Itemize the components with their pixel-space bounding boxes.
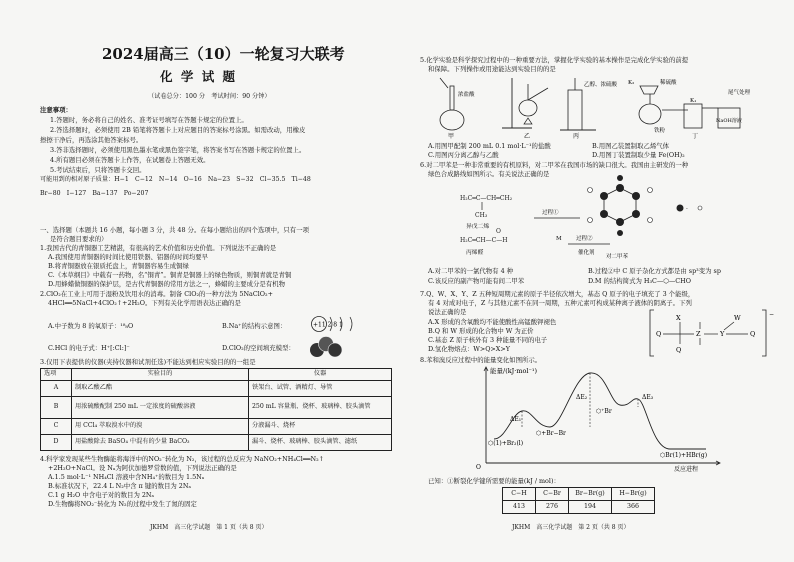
svg-text:−: −: [769, 311, 775, 318]
q6-synthesis-route: [460, 178, 760, 264]
table-row: [41, 381, 392, 397]
header-instruments: 仪器: [249, 369, 392, 381]
q4-stem: 4.科学家发现某些生物酶能将海洋中的NO₂⁻转化为 N₂，该过程的总反应为 NaNO₂+NH₄Cl══N₂↑: [40, 455, 325, 463]
row-c-purpose: 用 CCl₄ 萃取溴水中的溴: [72, 419, 249, 435]
bond-cbr-value: 276: [536, 501, 569, 514]
table-row: [41, 435, 392, 451]
intermediate-label: ⬡⁺Br: [596, 408, 612, 415]
start-label: ⬡(1)+Br₂(l): [488, 440, 524, 447]
q4-option-c: C.1 g H₂O 中含电子对的数目为 2Nₐ: [48, 491, 154, 499]
row-b-purpose: 用浓硫酸配制 250 mL 一定浓度的硫酸溶液: [72, 397, 249, 419]
exam-title: 2024届高三（10）一轮复习大联考: [102, 45, 345, 63]
header-option: 选项: [41, 369, 72, 381]
q8-stem: 8.苯和溴反应过程中的能量变化如图所示。: [420, 356, 542, 364]
process1-label: 过程①: [542, 210, 559, 216]
k1-label: K₁: [690, 98, 697, 104]
isoprene-structure: [460, 195, 513, 219]
row-a-option: A: [41, 381, 72, 397]
delta-e3-label: ΔE₃: [642, 394, 654, 401]
svg-text:O: O: [496, 228, 501, 235]
q2-option-a: A.中子数为 8 的氧原子：¹⁸₈O: [48, 322, 134, 330]
q4-option-b: B.标准状况下，22.4 L N₂中含 π 键的数目为 2Nₐ: [48, 482, 191, 490]
atom-w: W: [734, 314, 741, 322]
right-footer: JKHM 高三化学试题 第 2 页（共 8 页）: [512, 524, 630, 531]
table-row: [41, 419, 392, 435]
atom-q-right: Q: [750, 330, 756, 338]
q5-stem: 5.化学实验是科学探究过程中的一种重要方法，掌握化学实验的基本操作是完成化学实验的前提: [420, 56, 689, 64]
q2-option-c: C.HCl 的电子式：H⁺[:Cl:]⁻: [48, 344, 130, 352]
table-header-row: [41, 369, 392, 381]
notice-5: 5.考试结束后，只将答题卡交回。: [50, 166, 146, 174]
acrolein-structure: [460, 228, 508, 244]
q2-option-b: B.Na⁺的结构示意图：: [222, 322, 287, 330]
q5-option-c: C.用图丙分离乙醇与乙酸: [428, 151, 499, 159]
bond-brbr-value: 194: [569, 501, 612, 514]
bond-hbr-header: H−Br(g): [612, 488, 655, 501]
q5-apparatus-figure: [428, 74, 768, 140]
table-row: [41, 397, 392, 419]
atom-q-bottom: Q: [676, 346, 682, 354]
q5-stem-cont: 和保障。下列操作或用途能达到实验目的的是: [428, 65, 556, 73]
acrolein-name: 丙烯醛: [466, 250, 484, 256]
q3-table: [40, 368, 392, 451]
origin-label: O: [476, 464, 481, 471]
product-label: ⬡Br(1)+HBr(g): [660, 452, 708, 459]
q6-option-b: B.过程②中 C 原子杂化方式都是由 sp³变为 sp: [588, 267, 721, 275]
q7-option-a: A.X 形成的含氧酸均不能使酸性高锰酸钾褪色: [428, 318, 557, 326]
k2-label: K₂: [628, 80, 635, 86]
q5-option-d: D.用图丁装置制取少量 Fe(OH)₂: [592, 151, 685, 159]
q7-option-c: C.基态 Z 原子核外有 3 种能量不同的电子: [428, 336, 548, 344]
q2-stem: 2.ClO₂在工业上可用于湿粉及饮用水的消毒。制备 ClO₂的一种方法为 5NaClO₂+: [40, 290, 273, 298]
label-jia: 甲: [448, 133, 455, 140]
q6-stem-cont: 绿色合成路线如图所示。有关说法正确的是: [428, 170, 550, 178]
score-time: （试卷总分：100 分 考试时间：90 分钟）: [148, 93, 271, 100]
q4-option-a: A.1.5 mol·L⁻¹ NH₄Cl 溶液中含NH₄⁺的数目为 1.5Nₐ: [48, 473, 205, 481]
energy-profile-chart: [470, 363, 730, 473]
q6-option-d: D.M 的结构简式为 H₃C—⬡—CHO: [588, 277, 691, 285]
atom-z: Z: [696, 330, 701, 338]
label-ding: 丁: [692, 133, 699, 140]
section1-heading: 一、选择题（本题共 16 小题，每小题 3 分，共 48 分。在每小题给出的四个选项中，只有一项: [40, 226, 309, 234]
svg-text:·: ·: [686, 206, 688, 213]
iron-powder-label: 铁粉: [654, 128, 666, 134]
q2-stem-cont: 4HCl══5NaCl+4ClO₂↑+2H₂O。下列有关化学用语表达正确的是: [48, 299, 241, 307]
q1-option-a: A.我国使用青铜器的时间比使用铁器、铝器的时间均要早: [48, 253, 209, 261]
tail-gas-label: 尾气处理: [728, 90, 751, 96]
row-d-option: D: [41, 435, 72, 451]
q6-stem: 6.对二甲苯是一种非常重要的有机原料，对二甲苯在我国市场的缺口很大。我国由主研发的一种: [420, 161, 689, 169]
q7-stem-cont2: 说法正确的是: [428, 308, 467, 316]
conc-hcl-label: 浓盐酸: [458, 92, 475, 98]
row-b-option: B: [41, 397, 72, 419]
q6-option-c: C.该反应的副产物可能有间二甲苯: [428, 277, 525, 285]
q7-anion-structure: [650, 308, 775, 358]
atom-q-left: Q: [656, 330, 662, 338]
left-page: [40, 0, 400, 562]
notice-3: 3.答非选择题时，必须使用黑色墨水笔或黑色签字笔，将答案书写在答题卡规定的位置上。: [50, 146, 306, 154]
row-a-purpose: 制取乙酸乙酯: [72, 381, 249, 397]
process2-label: 过程②: [576, 236, 593, 242]
header-purpose: 实验目的: [72, 369, 249, 381]
dilute-h2so4-label: 稀硫酸: [660, 80, 677, 86]
svg-text:H₂C═CH—C—H: H₂C═CH—C—H: [460, 237, 508, 244]
svg-text:H₂C═C—CH═CH₂: H₂C═C—CH═CH₂: [460, 195, 513, 202]
m-label: M: [556, 236, 562, 242]
atomic-masses-2: Br−80 I−127 Ba−137 Po−207: [40, 190, 149, 197]
p-xylene-name: 对二甲苯: [606, 254, 629, 260]
delta-e2-label: ΔE₂: [576, 394, 588, 401]
row-d-purpose: 用盐酸除去 BaSO₄ 中混有的少量 BaCO₃: [72, 435, 249, 451]
left-footer: JKHM 高三化学试题 第 1 页（共 8 页）: [150, 524, 268, 531]
q7-stem-cont: 有 4 对成对电子，Z 与其他元素不在同一周期，五种元素可构成某种离子液体的阴离子。下列: [428, 299, 692, 307]
p-xylene-ball-model: [588, 175, 653, 236]
q5-option-b: B.用图乙装置制取乙烯气体: [592, 142, 670, 150]
na-shell-text: +11 2 8 1: [313, 321, 343, 329]
clo2-space-filling-model: [308, 336, 344, 358]
q1-option-b: B.将青铜器放在银质托盘上，青铜器容易生成铜绿: [48, 262, 189, 270]
right-page: [420, 0, 776, 562]
bond-ch-header: C−H: [503, 488, 536, 501]
q5-option-a: A.用图甲配制 200 mL 0.1 mol·L⁻¹的盐酸: [428, 142, 551, 150]
section1-heading-cont: 是符合题目要求的）: [50, 235, 108, 243]
ethylene-apparatus-drawing: [502, 78, 548, 128]
q7-stem: 7.Q、W、X、Y、Z 五种短周期元素的原子半径依次增大，基态 Q 原子的电子填充了 3 个能级，: [420, 290, 695, 298]
q7-option-b: B.Q 和 W 形成的化合物中 W 为正价: [428, 327, 534, 335]
row-c-instruments: 分液漏斗、烧杯: [249, 419, 392, 435]
exam-subtitle: 化 学 试 题: [160, 69, 238, 84]
q2-option-d: D.ClO₂的空间填充模型：: [222, 344, 295, 352]
notice-2: 2.答选择题时，必须使用 2B 铅笔将答题卡上对应题目的答案标号涂黑。如需改动，用橡皮: [50, 126, 306, 134]
atom-y: Y: [720, 330, 725, 338]
q1-option-c: C.《本草纲目》中载有一药物，名“铜青”。铜青是铜器上的绿色物质，则铜青就是青铜: [48, 271, 292, 279]
na-ion-structure-diagram: [310, 314, 390, 334]
legend-balls: [677, 205, 703, 214]
q6-option-a: A.对二甲苯的一氯代物有 4 种: [428, 267, 514, 275]
row-d-instruments: 漏斗、烧杯、玻璃棒、胶头滴管、滤纸: [249, 435, 392, 451]
atom-x-top: X: [676, 314, 681, 322]
bond-cbr-header: C−Br: [536, 488, 569, 501]
q1-stem: 1.我国古代的青铜器工艺精湛，有很高的艺术价值和历史价值。下列说法不正确的是: [40, 244, 277, 252]
isoprene-name: 异戊二烯: [466, 224, 490, 230]
q3-stem: 3.仅用下表提供的仪器(夹持仪器和试剂任选)不能达到相应实验目的的一组是: [40, 358, 256, 366]
notice-heading: 注意事项：: [40, 106, 72, 114]
q4-option-d: D.生物酶将NO₂⁻转化为 N₂的过程中发生了氮的固定: [48, 500, 197, 508]
bond-energy-table: [502, 487, 655, 514]
bond-header-row: [503, 488, 655, 501]
notice-2-cont: 擦擦干净后，再选涂其他答案标号。: [40, 136, 143, 144]
notice-1: 1.答题时，务必将自己的姓名、准考证号填写在答题卡规定的位置上。: [50, 116, 248, 124]
energy-x-label: 反应进程: [674, 466, 699, 473]
row-c-option: C: [41, 419, 72, 435]
energy-y-label: 能量/(kJ·mol⁻¹): [490, 367, 538, 375]
q8-known: 已知：①断裂化学键所需要的能量(kJ / mol)：: [428, 477, 560, 485]
ethanol-acid-label: 乙醇、浓硫酸: [584, 82, 618, 88]
q7-option-d: D.氢化物熔点：W>Q>X>Y: [428, 345, 510, 353]
volumetric-flask-drawing: [440, 78, 464, 130]
row-b-instruments: 250 mL 容量瓶、烧杯、玻璃棒、胶头滴管: [249, 397, 392, 419]
svg-text:CH₃: CH₃: [475, 212, 488, 219]
notice-4: 4.所有题目必须在答题卡上作答，在试题卷上答题无效。: [50, 156, 210, 164]
delta-e1-label: ΔE₁: [510, 416, 522, 423]
naoh-solution-label: NaOH溶液: [716, 118, 742, 124]
bond-brbr-header: Br−Br(g): [569, 488, 612, 501]
catalyst-label: 催化剂: [578, 250, 595, 256]
label-bing: 丙: [573, 133, 580, 140]
bond-ch-value: 413: [503, 501, 536, 514]
row-a-instruments: 铁架台、试管、酒精灯、导管: [249, 381, 392, 397]
reactant-label: ⬡+Br−Br: [536, 430, 566, 437]
bond-value-row: [503, 501, 655, 514]
label-yi: 乙: [524, 133, 531, 140]
atomic-masses: 可能用到的相对原子质量：H−1 C−12 N−14 O−16 Na−23 S−32 Cl−35.5 Ti−48: [40, 176, 311, 183]
q1-option-d: D.用蜂蜡做铜器的保护层，是古代青铜器的常用方法之一，蜂蜡的主要成分是有机物: [48, 280, 285, 288]
q4-stem-cont: +2H₂O+NaCl。设 Nₐ为阿伏加德罗常数的值，下列说法正确的是: [48, 464, 237, 472]
bond-hbr-value: 366: [612, 501, 655, 514]
